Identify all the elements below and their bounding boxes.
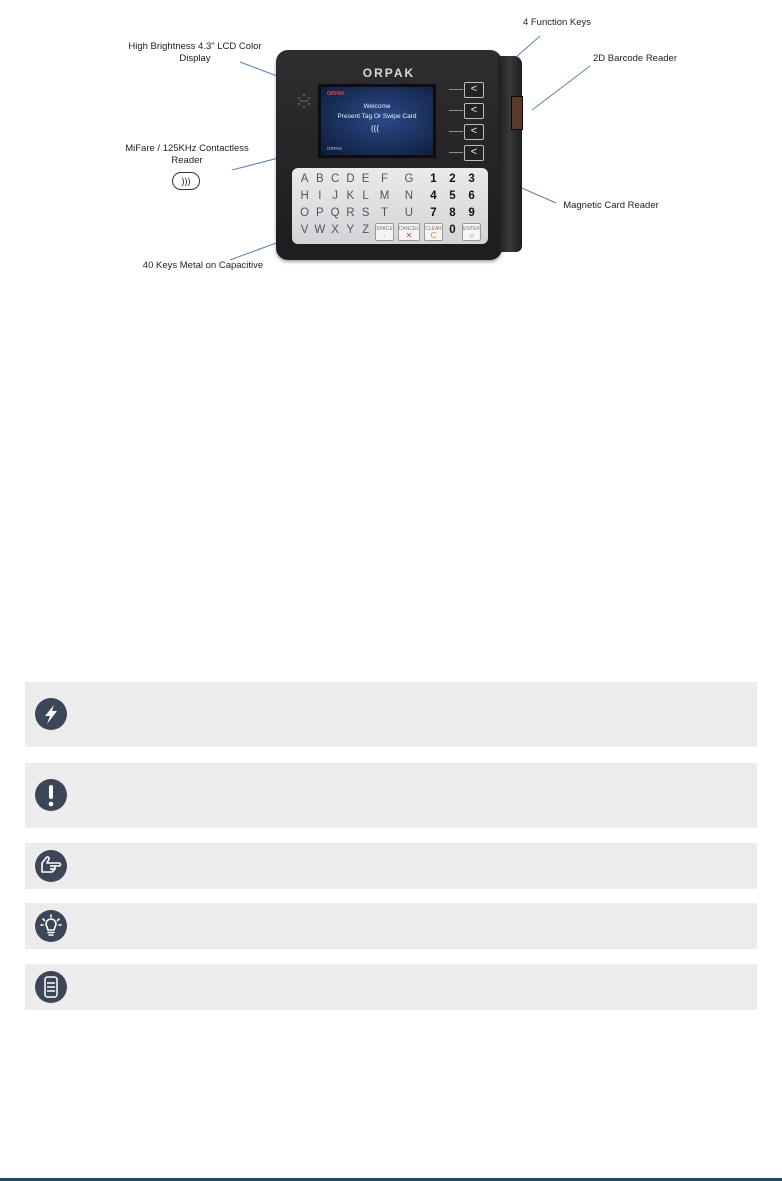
keypad-key[interactable] <box>424 223 443 241</box>
keypad-key[interactable]: U <box>404 207 414 219</box>
keypad-key[interactable]: 7 <box>430 207 437 219</box>
notice-warning-text <box>83 682 745 747</box>
keypad-key[interactable]: W <box>314 224 326 236</box>
callout-lcd-line1: High Brightness 4.3" LCD Color <box>128 41 262 52</box>
document-note-icon <box>35 971 67 1003</box>
keypad-key-label: ENTER <box>463 226 480 232</box>
barcode-reader-window <box>511 96 523 130</box>
screen-footer-logo: ORPAK <box>327 146 343 151</box>
keypad-key[interactable] <box>375 223 394 241</box>
device-brand-logo: ORPAK <box>362 66 416 80</box>
function-key-4[interactable]: < <box>464 145 484 161</box>
keypad-key[interactable]: N <box>404 190 414 202</box>
keypad-key[interactable]: Y <box>346 224 355 236</box>
pointing-hand-icon <box>35 850 67 882</box>
notice-tip-text <box>83 903 745 949</box>
keypad-key[interactable]: V <box>300 224 309 236</box>
warning-lightning-icon <box>35 698 67 730</box>
keypad-key[interactable]: X <box>331 224 339 236</box>
callout-lcd-display <box>120 41 270 65</box>
keypad-key-glyph: C <box>430 231 437 240</box>
function-key-3[interactable]: < <box>464 124 484 140</box>
callout-lcd-line2: Display <box>179 53 211 64</box>
keypad-key[interactable]: 1 <box>430 173 437 185</box>
keypad-key[interactable]: Q <box>330 207 340 219</box>
keypad-key[interactable]: A <box>300 173 309 185</box>
keypad <box>292 168 488 244</box>
callout-function-keys: 4 Function Keys <box>522 17 592 28</box>
keypad-key[interactable]: O <box>300 207 310 219</box>
notice-caution <box>25 763 757 828</box>
screen-logo: ORPAK <box>327 91 345 97</box>
speaker-grille-icon <box>296 93 312 109</box>
keypad-key[interactable]: R <box>346 207 355 219</box>
keypad-key[interactable]: 2 <box>449 173 456 185</box>
keypad-key[interactable] <box>462 223 481 241</box>
keypad-key[interactable]: K <box>346 190 355 202</box>
keypad-key-label: CANCEL <box>398 226 420 232</box>
keypad-key[interactable]: S <box>361 207 370 219</box>
notice-note <box>25 843 757 889</box>
keypad-key[interactable]: J <box>332 190 338 202</box>
notice-tip <box>25 903 757 949</box>
callout-contactless-line2: Reader <box>171 155 203 166</box>
keypad-key[interactable]: 0 <box>449 224 456 236</box>
keypad-key[interactable]: 8 <box>449 207 456 219</box>
exclamation-icon <box>35 779 67 811</box>
notice-caution-text <box>83 763 745 828</box>
function-key-2[interactable]: < <box>464 103 484 119</box>
screen-contactless-icon: ((( <box>371 124 379 133</box>
notice-document-text <box>83 964 745 1010</box>
keypad-key[interactable]: Z <box>362 224 370 236</box>
keypad-key[interactable]: 4 <box>430 190 437 202</box>
notice-warning <box>25 682 757 747</box>
keypad-key-glyph: ○ <box>469 231 474 240</box>
keypad-key[interactable]: 5 <box>449 190 456 202</box>
callout-contactless-reader <box>112 143 262 167</box>
callout-magnetic-reader: Magnetic Card Reader <box>563 200 659 211</box>
notice-note-text <box>83 843 745 889</box>
keypad-key[interactable]: M <box>379 190 390 202</box>
keypad-key[interactable]: H <box>300 190 309 202</box>
keypad-key[interactable]: F <box>381 173 389 185</box>
screen-prompt-text: Present Tag Or Swipe Card <box>337 113 417 120</box>
leader-barcode <box>532 66 590 110</box>
keypad-key-label: SPACE <box>376 226 393 232</box>
callout-keypad: 40 Keys Metal on Capacitive <box>142 260 264 271</box>
card-reader-module <box>498 56 522 252</box>
terminal-device <box>276 50 502 260</box>
keypad-key-glyph: ✕ <box>405 231 413 240</box>
keypad-key[interactable]: 9 <box>468 207 475 219</box>
contactless-symbol-icon: ))) <box>172 172 200 190</box>
keypad-key[interactable]: L <box>362 190 369 202</box>
keypad-key[interactable]: 3 <box>468 173 475 185</box>
keypad-key[interactable]: E <box>361 173 370 185</box>
keypad-key[interactable]: 6 <box>468 190 475 202</box>
keypad-key-label: CLEAR <box>425 226 442 232</box>
keypad-key-glyph: · <box>383 231 386 240</box>
keypad-key[interactable]: B <box>316 173 324 185</box>
function-keys <box>460 82 486 166</box>
keypad-key[interactable]: D <box>346 173 355 185</box>
keypad-key[interactable]: I <box>318 190 322 202</box>
keypad-key[interactable] <box>398 223 420 241</box>
notice-document <box>25 964 757 1010</box>
callout-contactless-line1: MiFare / 125KHz Contactless <box>125 143 249 154</box>
function-key-1[interactable]: < <box>464 82 484 98</box>
keypad-key[interactable]: C <box>330 173 340 185</box>
lightbulb-icon <box>35 910 67 942</box>
callout-barcode-reader: 2D Barcode Reader <box>593 53 677 64</box>
keypad-key[interactable]: G <box>404 173 414 185</box>
lcd-screen <box>318 84 436 158</box>
device-figure <box>0 0 782 300</box>
keypad-key[interactable]: T <box>381 207 389 219</box>
keypad-key[interactable]: P <box>316 207 324 219</box>
screen-welcome-text: Welcome <box>363 103 391 110</box>
